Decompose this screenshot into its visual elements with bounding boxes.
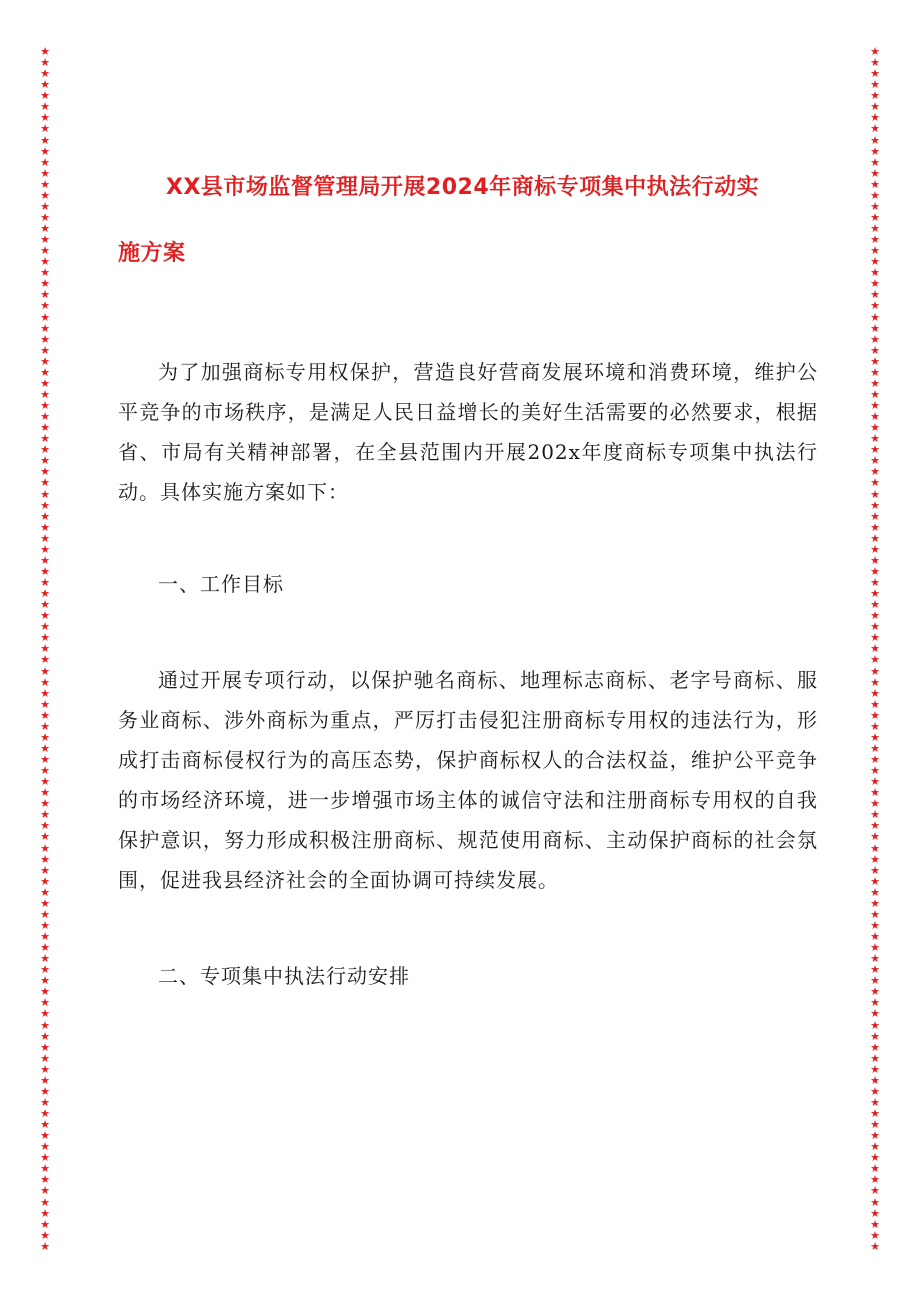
star-icon: ★ (870, 210, 880, 224)
star-icon: ★ (870, 1007, 880, 1021)
star-icon: ★ (870, 1217, 880, 1231)
star-icon: ★ (40, 166, 50, 180)
star-icon: ★ (40, 885, 50, 899)
star-icon: ★ (40, 952, 50, 966)
star-icon: ★ (870, 299, 880, 313)
star-icon: ★ (40, 443, 50, 457)
star-icon: ★ (40, 830, 50, 844)
star-icon: ★ (40, 974, 50, 988)
star-icon: ★ (40, 741, 50, 755)
star-icon: ★ (870, 1073, 880, 1087)
star-icon: ★ (40, 620, 50, 634)
star-icon: ★ (870, 476, 880, 490)
star-icon: ★ (870, 1051, 880, 1065)
star-icon: ★ (40, 819, 50, 833)
star-icon: ★ (40, 775, 50, 789)
star-icon: ★ (870, 841, 880, 855)
star-icon: ★ (40, 122, 50, 136)
star-icon: ★ (40, 45, 50, 58)
star-icon: ★ (870, 354, 880, 368)
star-icon: ★ (40, 1040, 50, 1054)
star-icon: ★ (40, 432, 50, 446)
star-icon: ★ (40, 520, 50, 534)
star-icon: ★ (870, 686, 880, 700)
star-icon: ★ (870, 233, 880, 247)
star-icon: ★ (870, 1228, 880, 1242)
star-icon: ★ (40, 1062, 50, 1076)
star-icon: ★ (870, 410, 880, 424)
star-icon: ★ (870, 885, 880, 899)
star-icon: ★ (870, 1206, 880, 1220)
star-icon: ★ (40, 1206, 50, 1220)
star-icon: ★ (40, 841, 50, 855)
star-icon: ★ (870, 609, 880, 623)
star-icon: ★ (40, 188, 50, 202)
star-icon: ★ (870, 89, 880, 103)
star-icon: ★ (40, 487, 50, 501)
star-icon: ★ (40, 244, 50, 258)
star-icon: ★ (40, 874, 50, 888)
star-icon: ★ (40, 697, 50, 711)
star-icon: ★ (40, 1239, 50, 1253)
star-icon: ★ (870, 697, 880, 711)
star-icon: ★ (40, 255, 50, 269)
star-icon: ★ (40, 299, 50, 313)
star-icon: ★ (40, 199, 50, 213)
document-body (118, 352, 818, 996)
star-icon: ★ (870, 664, 880, 678)
star-icon: ★ (40, 598, 50, 612)
right-star-border (868, 46, 882, 1252)
star-icon: ★ (870, 56, 880, 70)
star-icon: ★ (40, 653, 50, 667)
star-icon: ★ (40, 1107, 50, 1120)
star-icon: ★ (870, 564, 880, 578)
star-icon: ★ (870, 509, 880, 523)
star-icon: ★ (870, 952, 880, 966)
star-icon: ★ (40, 354, 50, 368)
star-icon: ★ (40, 1195, 50, 1209)
star-icon: ★ (40, 1217, 50, 1231)
star-icon: ★ (870, 963, 880, 977)
star-icon: ★ (870, 144, 880, 158)
star-icon: ★ (870, 166, 880, 180)
star-icon: ★ (870, 974, 880, 988)
star-icon: ★ (870, 708, 880, 722)
star-icon: ★ (40, 753, 50, 766)
star-icon: ★ (870, 741, 880, 755)
star-icon: ★ (40, 111, 50, 125)
star-icon: ★ (40, 1084, 50, 1098)
star-icon: ★ (40, 465, 50, 479)
star-icon: ★ (870, 45, 880, 58)
star-icon: ★ (870, 288, 880, 302)
star-icon: ★ (40, 686, 50, 700)
star-icon: ★ (870, 631, 880, 645)
star-icon: ★ (870, 1184, 880, 1198)
star-icon: ★ (40, 664, 50, 678)
star-icon: ★ (870, 1162, 880, 1176)
document-title-line1: XX县市场监督管理局开展2024年商标专项集中执法行动实 (166, 175, 760, 200)
star-icon: ★ (40, 797, 50, 811)
star-icon: ★ (870, 531, 880, 545)
star-icon: ★ (870, 1018, 880, 1032)
star-icon: ★ (40, 133, 50, 147)
star-icon: ★ (40, 963, 50, 977)
star-icon: ★ (870, 1151, 880, 1165)
star-icon: ★ (40, 808, 50, 822)
star-icon: ★ (870, 255, 880, 269)
star-icon: ★ (870, 1173, 880, 1187)
star-icon: ★ (870, 852, 880, 866)
star-icon: ★ (870, 465, 880, 479)
star-icon: ★ (40, 1118, 50, 1132)
star-icon: ★ (870, 1140, 880, 1154)
star-icon: ★ (870, 222, 880, 235)
section2-heading: 二、专项集中执法行动安排 (158, 964, 410, 988)
star-icon: ★ (870, 454, 880, 468)
star-icon: ★ (40, 708, 50, 722)
star-icon: ★ (870, 244, 880, 258)
star-icon: ★ (40, 343, 50, 357)
star-icon: ★ (40, 454, 50, 468)
star-icon: ★ (870, 498, 880, 512)
star-icon: ★ (40, 675, 50, 689)
star-icon: ★ (40, 321, 50, 335)
star-icon: ★ (870, 321, 880, 335)
star-icon: ★ (40, 89, 50, 103)
star-icon: ★ (40, 266, 50, 280)
section1-paragraph: 通过开展专项行动，以保护驰名商标、地理标志商标、老字号商标、服务业商标、涉外商标为重点，严厉打击侵犯注册商标专用权的违法行为，形成打击商标侵权行为的高压态势，保护商标权人的合法权益，维护公平竞争的市场经济环境，进一步增强市场主体的诚信守法和注册商标专用权的自我保护意识，努力形成积极注册商标、规范使用商标、主动保护商标的社会氛围，促进我县经济社会的全面协调可持续发展。 (118, 668, 818, 892)
star-icon: ★ (40, 863, 50, 877)
star-icon: ★ (870, 443, 880, 457)
star-icon: ★ (40, 233, 50, 247)
star-icon: ★ (870, 542, 880, 556)
star-icon: ★ (870, 918, 880, 932)
star-icon: ★ (870, 775, 880, 789)
star-icon: ★ (40, 907, 50, 921)
star-icon: ★ (870, 177, 880, 191)
star-icon: ★ (870, 122, 880, 136)
star-icon: ★ (40, 1018, 50, 1032)
star-icon: ★ (40, 387, 50, 401)
star-icon: ★ (870, 432, 880, 446)
star-icon: ★ (870, 930, 880, 943)
star-icon: ★ (870, 941, 880, 955)
star-icon: ★ (40, 1228, 50, 1242)
star-icon: ★ (870, 155, 880, 169)
star-icon: ★ (40, 1073, 50, 1087)
star-icon: ★ (40, 67, 50, 81)
star-icon: ★ (870, 808, 880, 822)
star-icon: ★ (870, 133, 880, 147)
star-icon: ★ (870, 830, 880, 844)
star-icon: ★ (870, 343, 880, 357)
star-icon: ★ (40, 56, 50, 70)
star-icon: ★ (40, 918, 50, 932)
star-icon: ★ (870, 277, 880, 291)
star-icon: ★ (40, 996, 50, 1010)
star-icon: ★ (870, 642, 880, 656)
star-icon: ★ (40, 399, 50, 412)
star-icon: ★ (870, 1040, 880, 1054)
star-icon: ★ (40, 1140, 50, 1154)
star-icon: ★ (870, 1062, 880, 1076)
star-icon: ★ (40, 78, 50, 92)
star-icon: ★ (40, 642, 50, 656)
star-icon: ★ (870, 819, 880, 833)
star-icon: ★ (870, 100, 880, 114)
star-icon: ★ (40, 376, 50, 390)
star-icon: ★ (40, 177, 50, 191)
star-icon: ★ (40, 852, 50, 866)
star-icon: ★ (870, 719, 880, 733)
intro-paragraph: 为了加强商标专用权保护，营造良好营商发展环境和消费环境，维护公平竞争的市场秩序，是满足人民日益增长的美好生活需要的必然要求，根据省、市局有关精神部署，在全县范围内开展202x年度商标专项集中执法行动。具体实施方案如下： (118, 360, 818, 504)
star-icon: ★ (40, 730, 50, 744)
star-icon: ★ (870, 67, 880, 81)
star-icon: ★ (40, 786, 50, 800)
star-icon: ★ (870, 907, 880, 921)
star-icon: ★ (870, 675, 880, 689)
star-icon: ★ (40, 1162, 50, 1176)
star-icon: ★ (870, 730, 880, 744)
star-icon: ★ (40, 210, 50, 224)
star-icon: ★ (40, 1051, 50, 1065)
star-icon: ★ (870, 587, 880, 601)
star-icon: ★ (870, 111, 880, 125)
star-icon: ★ (870, 896, 880, 910)
star-icon: ★ (40, 277, 50, 291)
star-icon: ★ (870, 1239, 880, 1253)
star-icon: ★ (40, 476, 50, 490)
star-icon: ★ (40, 1151, 50, 1165)
star-icon: ★ (870, 797, 880, 811)
star-icon: ★ (40, 421, 50, 435)
star-icon: ★ (40, 1029, 50, 1043)
left-star-border (38, 46, 52, 1252)
star-icon: ★ (40, 941, 50, 955)
star-icon: ★ (40, 719, 50, 733)
star-icon: ★ (40, 288, 50, 302)
star-icon: ★ (40, 1129, 50, 1143)
star-icon: ★ (870, 1129, 880, 1143)
star-icon: ★ (870, 78, 880, 92)
star-icon: ★ (870, 653, 880, 667)
star-icon: ★ (40, 631, 50, 645)
star-icon: ★ (40, 587, 50, 601)
star-icon: ★ (870, 576, 880, 589)
star-icon: ★ (870, 764, 880, 778)
star-icon: ★ (40, 930, 50, 943)
star-icon: ★ (870, 421, 880, 435)
star-icon: ★ (40, 896, 50, 910)
star-icon: ★ (870, 399, 880, 412)
star-icon: ★ (40, 310, 50, 324)
star-icon: ★ (870, 520, 880, 534)
star-icon: ★ (40, 144, 50, 158)
star-icon: ★ (870, 199, 880, 213)
star-icon: ★ (870, 598, 880, 612)
star-icon: ★ (40, 222, 50, 235)
star-icon: ★ (40, 155, 50, 169)
star-icon: ★ (870, 266, 880, 280)
star-icon: ★ (40, 1095, 50, 1109)
star-icon: ★ (40, 576, 50, 589)
star-icon: ★ (40, 764, 50, 778)
star-icon: ★ (870, 1195, 880, 1209)
star-icon: ★ (40, 1184, 50, 1198)
star-icon: ★ (870, 1095, 880, 1109)
star-icon: ★ (40, 1173, 50, 1187)
star-icon: ★ (40, 332, 50, 346)
star-icon: ★ (870, 753, 880, 766)
star-icon: ★ (870, 387, 880, 401)
star-icon: ★ (870, 188, 880, 202)
star-icon: ★ (40, 410, 50, 424)
star-icon: ★ (870, 1107, 880, 1120)
star-icon: ★ (870, 996, 880, 1010)
section1-heading: 一、工作目标 (158, 572, 284, 596)
star-icon: ★ (40, 498, 50, 512)
star-icon: ★ (40, 100, 50, 114)
star-icon: ★ (40, 609, 50, 623)
star-icon: ★ (870, 1084, 880, 1098)
star-icon: ★ (40, 564, 50, 578)
document-title-line2: 施方案 (118, 241, 186, 266)
star-icon: ★ (40, 509, 50, 523)
star-icon: ★ (870, 620, 880, 634)
star-icon: ★ (870, 332, 880, 346)
star-icon: ★ (40, 1007, 50, 1021)
star-icon: ★ (870, 376, 880, 390)
star-icon: ★ (40, 553, 50, 567)
star-icon: ★ (40, 531, 50, 545)
star-icon: ★ (870, 1029, 880, 1043)
star-icon: ★ (870, 365, 880, 379)
star-icon: ★ (870, 985, 880, 999)
star-icon: ★ (870, 487, 880, 501)
star-icon: ★ (870, 553, 880, 567)
star-icon: ★ (870, 874, 880, 888)
star-icon: ★ (870, 1118, 880, 1132)
star-icon: ★ (40, 542, 50, 556)
star-icon: ★ (870, 786, 880, 800)
star-icon: ★ (40, 365, 50, 379)
star-icon: ★ (870, 863, 880, 877)
star-icon: ★ (40, 985, 50, 999)
star-icon: ★ (870, 310, 880, 324)
